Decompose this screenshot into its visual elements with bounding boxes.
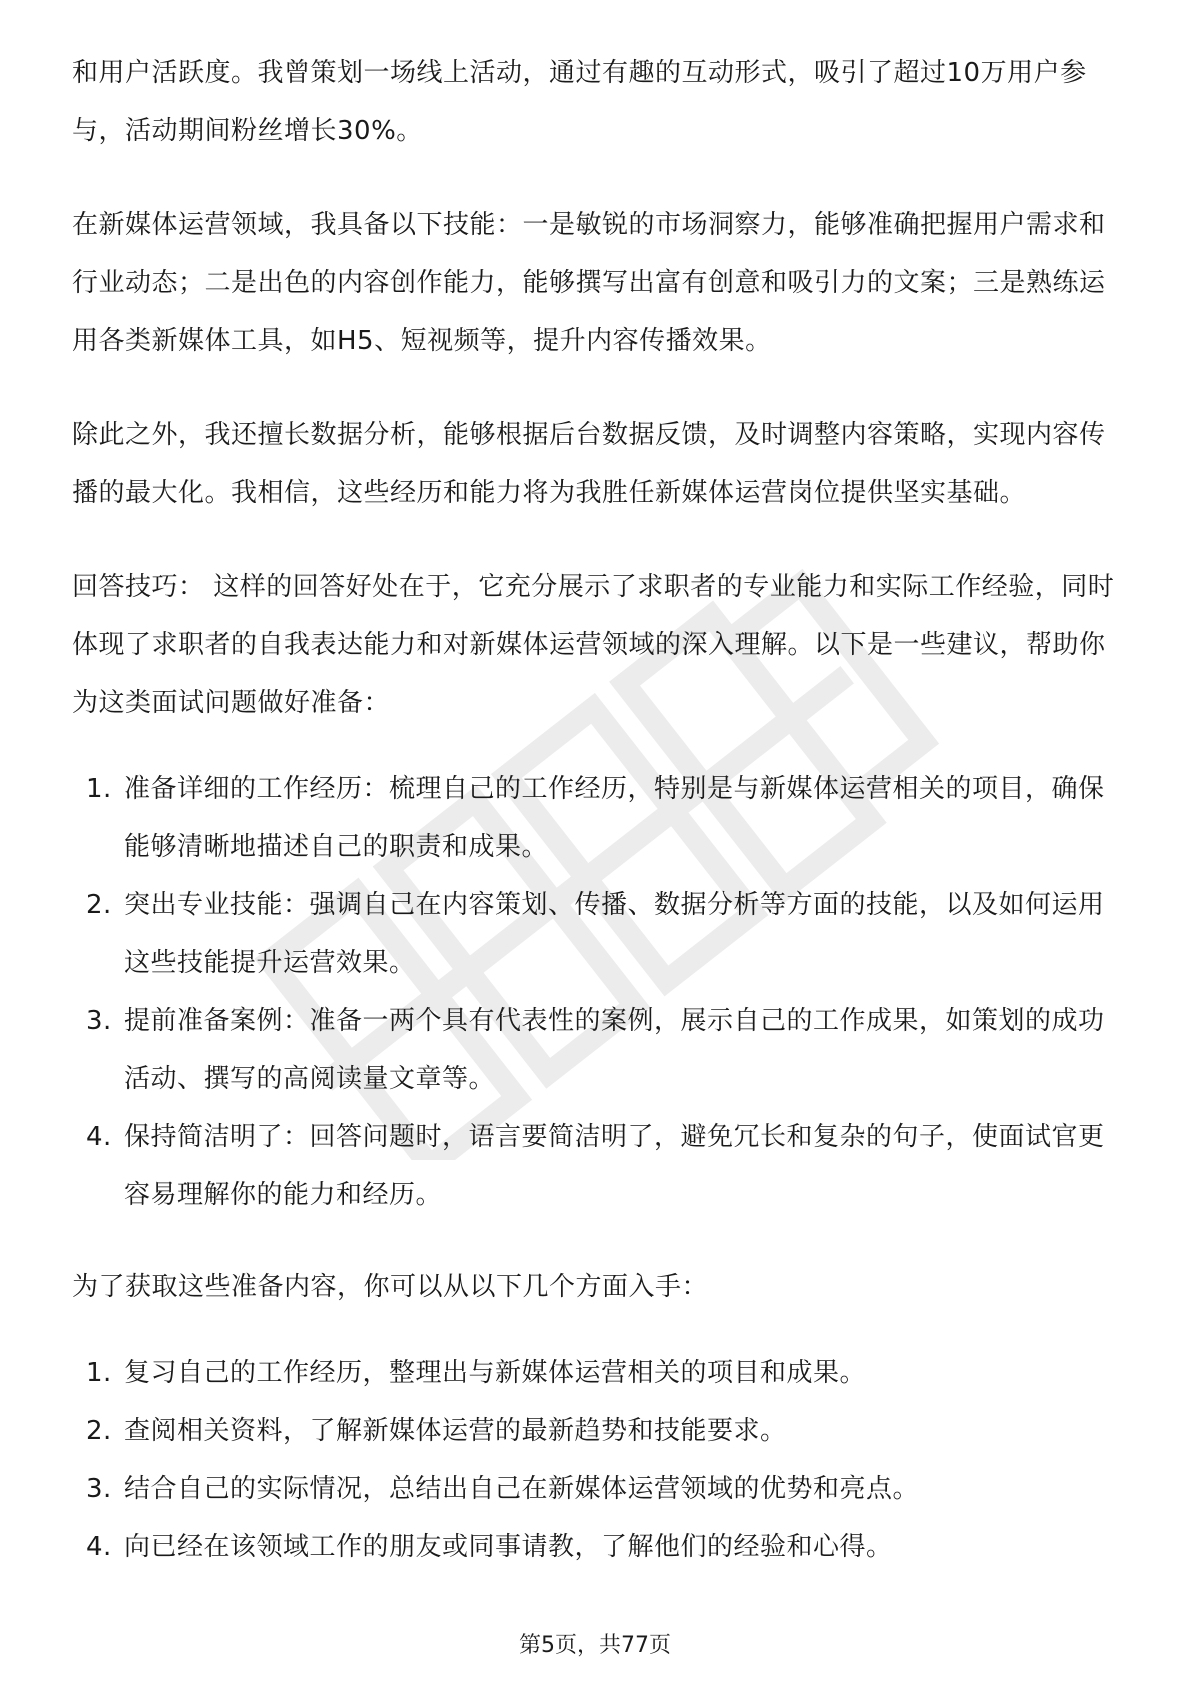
list-item-text: 向已经在该领域工作的朋友或同事请教，了解他们的经验和心得。: [124, 1532, 893, 1562]
page-footer: 第5页，共77页: [519, 1633, 671, 1658]
tips-list: [72, 760, 1117, 1224]
list-item-text: 提前准备案例：准备一两个具有代表性的案例，展示自己的工作成果，如策划的成功活动、撰写的高阅读量文章等。: [124, 1006, 1105, 1094]
list-item: [72, 1460, 1117, 1518]
list-item-text: 复习自己的工作经历，整理出与新媒体运营相关的项目和成果。: [124, 1358, 867, 1388]
list-item: [72, 1402, 1117, 1460]
paragraph: 回答技巧： 这样的回答好处在于，它充分展示了求职者的专业能力和实际工作经验，同时体现了求职者的自我表达能力和对新媒体运营领域的深入理解。以下是一些建议，帮助你为这类面试问题做好准备：: [72, 572, 1115, 718]
list-item-text: 结合自己的实际情况，总结出自己在新媒体运营领域的优势和亮点。: [124, 1474, 920, 1504]
list-item: [72, 760, 1117, 876]
list-number: 1.: [86, 774, 112, 804]
list-item: [72, 992, 1117, 1108]
paragraph: 和用户活跃度。我曾策划一场线上活动，通过有趣的互动形式，吸引了超过10万用户参与，活动期间粉丝增长30%。: [72, 58, 1087, 146]
list-item: [72, 876, 1117, 992]
list-item-text: 突出专业技能：强调自己在内容策划、传播、数据分析等方面的技能，以及如何运用这些技能提升运营效果。: [124, 890, 1105, 978]
list-item-text: 保持简洁明了：回答问题时，语言要简洁明了，避免冗长和复杂的句子，使面试官更容易理解你的能力和经历。: [124, 1122, 1105, 1210]
list-number: 4.: [86, 1532, 112, 1562]
list-number: 4.: [86, 1122, 112, 1152]
list-number: 1.: [86, 1358, 112, 1388]
list-item-text: 准备详细的工作经历：梳理自己的工作经历，特别是与新媒体运营相关的项目，确保能够清晰地描述自己的职责和成果。: [124, 774, 1105, 862]
list-number: 3.: [86, 1006, 112, 1036]
document-body: [72, 44, 1117, 1610]
list-item: [72, 1518, 1117, 1576]
paragraph: 为了获取这些准备内容，你可以从以下几个方面入手：: [72, 1272, 709, 1302]
list-item: [72, 1344, 1117, 1402]
paragraph: 在新媒体运营领域，我具备以下技能：一是敏锐的市场洞察力，能够准确把握用户需求和行业动态；二是出色的内容创作能力，能够撰写出富有创意和吸引力的文案；三是熟练运用各类新媒体工具，如H5、短视频等，提升内容传播效果。: [72, 210, 1106, 356]
list-item-text: 查阅相关资料，了解新媒体运营的最新趋势和技能要求。: [124, 1416, 787, 1446]
list-number: 2.: [86, 1416, 112, 1446]
paragraph: 除此之外，我还擅长数据分析，能够根据后台数据反馈，及时调整内容策略，实现内容传播的最大化。我相信，这些经历和能力将为我胜任新媒体运营岗位提供坚实基础。: [72, 420, 1106, 508]
list-number: 3.: [86, 1474, 112, 1504]
list-number: 2.: [86, 890, 112, 920]
sources-list: [72, 1344, 1117, 1576]
list-item: [72, 1108, 1117, 1224]
